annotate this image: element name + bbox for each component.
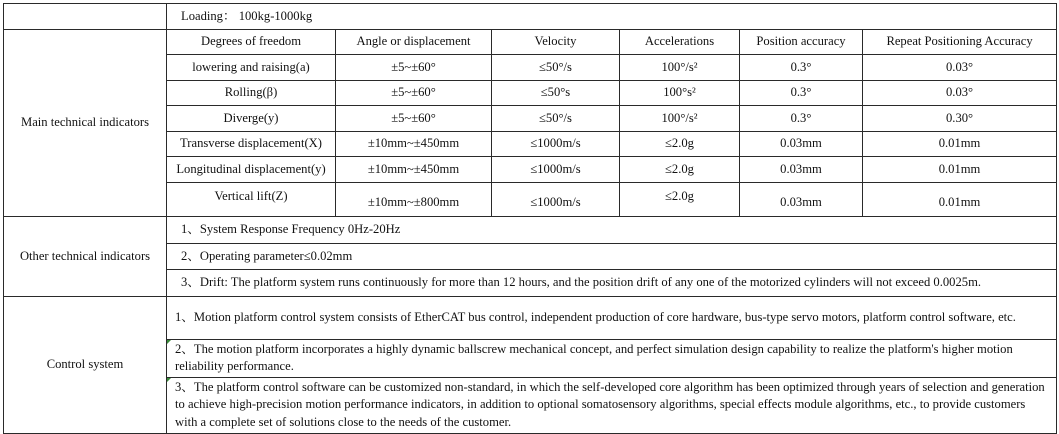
repeat-accuracy-cell: 0.01mm <box>863 131 1057 157</box>
dof-cell: Diverge(y) <box>167 106 336 132</box>
control-system-item <box>167 296 1057 339</box>
header-accelerations: Accelerations <box>620 29 740 55</box>
control-system-row <box>4 296 1057 339</box>
section-main-technical-indicators: Main technical indicators <box>4 29 167 217</box>
header-angle-or-displacement: Angle or displacement <box>336 29 492 55</box>
position-accuracy-cell: 0.3° <box>740 80 863 106</box>
acceleration-cell: ≤2.0g <box>620 157 740 183</box>
range-cell: ±10mm~±450mm <box>336 131 492 157</box>
velocity-cell: ≤50°/s <box>492 106 620 132</box>
velocity-cell: ≤1000m/s <box>492 157 620 183</box>
range-cell: ±5~±60° <box>336 55 492 81</box>
control-system-item-text: 3、The platform control software can be customized non-standard, in which the self-developed core algorithm has been optimized through years of selection and generation to achieve high-precision motion performance indicators, in addition to optional somatosensory algorithms, special effects module algorithms, etc., to provide customers with a complete set of solutions close to the needs of the customer. <box>175 379 1045 429</box>
dof-cell: lowering and raising(a) <box>167 55 336 81</box>
header-velocity: Velocity <box>492 29 620 55</box>
acceleration-cell: ≤2.0g <box>620 182 740 217</box>
control-system-item <box>167 339 1057 377</box>
range-cell: ±10mm~±450mm <box>336 157 492 183</box>
repeat-accuracy-cell: 0.03° <box>863 80 1057 106</box>
velocity-cell: ≤1000m/s <box>492 131 620 157</box>
dof-cell: Vertical lift(Z) <box>167 182 336 217</box>
header-position-accuracy: Position accuracy <box>740 29 863 55</box>
other-indicator-item: 2、Operating parameter≤0.02mm <box>167 243 1057 270</box>
range-cell: ±10mm~±800mm <box>336 182 492 217</box>
comment-marker-icon <box>167 378 171 382</box>
loading-text: Loading： 100kg-1000kg <box>167 4 1057 30</box>
header-degrees-of-freedom: Degrees of freedom <box>167 29 336 55</box>
range-cell: ±5~±60° <box>336 80 492 106</box>
velocity-cell: ≤50°s <box>492 80 620 106</box>
dof-cell: Rolling(β) <box>167 80 336 106</box>
dof-cell: Longitudinal displacement(y) <box>167 157 336 183</box>
range-cell: ±5~±60° <box>336 106 492 132</box>
specification-table <box>3 3 1057 434</box>
velocity-cell: ≤1000m/s <box>492 182 620 217</box>
acceleration-cell: 100°/s² <box>620 106 740 132</box>
comment-marker-icon <box>167 340 171 344</box>
acceleration-cell: 100°/s² <box>620 55 740 81</box>
position-accuracy-cell: 0.3° <box>740 106 863 132</box>
repeat-accuracy-cell: 0.01mm <box>863 182 1057 217</box>
section-other-technical-indicators: Other technical indicators <box>4 217 167 297</box>
repeat-accuracy-cell: 0.01mm <box>863 157 1057 183</box>
dof-cell: Transverse displacement(X) <box>167 131 336 157</box>
header-repeat-positioning-accuracy: Repeat Positioning Accuracy <box>863 29 1057 55</box>
acceleration-cell: 100°s² <box>620 80 740 106</box>
other-indicator-item: 3、Drift: The platform system runs continuously for more than 12 hours, and the position drift of any one of the motorized cylinders will not exceed 0.0025m. <box>167 270 1057 297</box>
velocity-cell: ≤50°/s <box>492 55 620 81</box>
control-system-item <box>167 377 1057 433</box>
empty-cell <box>4 4 167 30</box>
other-indicator-item: 1、System Response Frequency 0Hz-20Hz <box>167 217 1057 244</box>
table-header-row <box>4 29 1057 55</box>
acceleration-cell: ≤2.0g <box>620 131 740 157</box>
section-control-system: Control system <box>4 296 167 433</box>
position-accuracy-cell: 0.03mm <box>740 182 863 217</box>
repeat-accuracy-cell: 0.30° <box>863 106 1057 132</box>
other-indicator-row <box>4 217 1057 244</box>
position-accuracy-cell: 0.03mm <box>740 157 863 183</box>
control-system-item-text: 2、The motion platform incorporates a highly dynamic ballscrew mechanical concept, and perfect simulation design capability to realize the platform's higher motion reliability performance. <box>175 341 1013 373</box>
loading-row <box>4 4 1057 30</box>
position-accuracy-cell: 0.03mm <box>740 131 863 157</box>
control-system-item-text: 1、Motion platform control system consists of EtherCAT bus control, independent production of core hardware, bus-type servo motors, platform control software, etc. <box>175 309 1016 324</box>
position-accuracy-cell: 0.3° <box>740 55 863 81</box>
repeat-accuracy-cell: 0.03° <box>863 55 1057 81</box>
